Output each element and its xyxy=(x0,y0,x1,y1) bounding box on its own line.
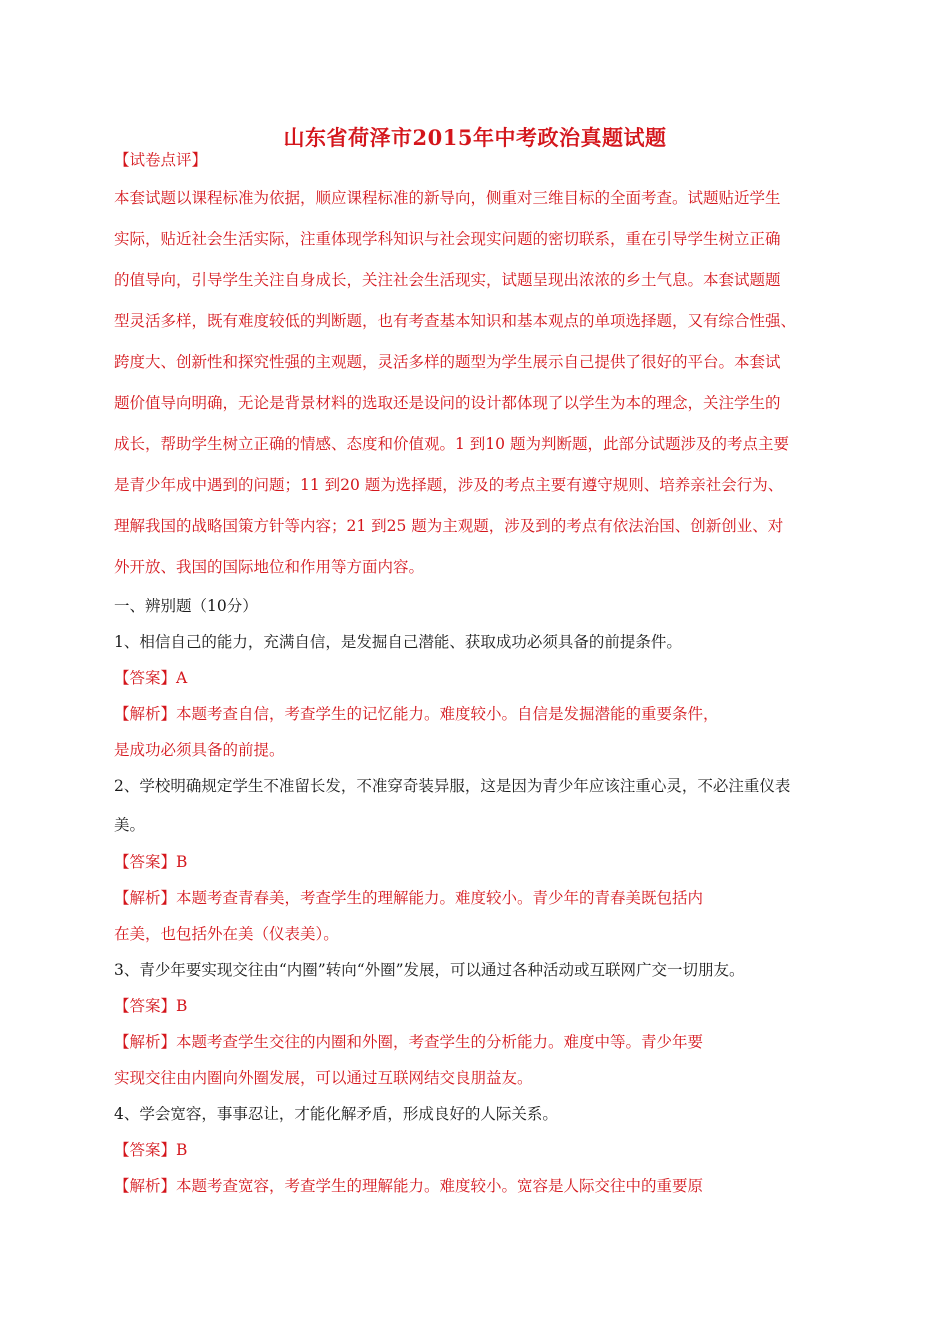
question-3: 3、青少年要实现交往由“内圈”转向“外圈”发展，可以通过各种活动或互联网广交一切朋友。 xyxy=(114,961,745,979)
question-2: 2、学校明确规定学生不准留长发，不准穿奇装异服，这是因为青少年应该注重心灵，不必注重仪表 xyxy=(114,777,791,795)
analysis-2: 【解析】本题考查青春美，考查学生的理解能力。难度较小。青少年的青春美既包括内 xyxy=(114,889,704,907)
review-line: 实际，贴近社会生活实际，注重体现学科知识与社会现实问题的密切联系，重在引导学生树立正确 xyxy=(114,230,781,248)
analysis-3-cont: 实现交往由内圈向外圈发展，可以通过互联网结交良朋益友。 xyxy=(114,1069,533,1087)
review-line: 型灵活多样，既有难度较低的判断题，也有考查基本知识和基本观点的单项选择题，又有综合性强、 xyxy=(114,312,797,330)
analysis-1: 【解析】本题考查自信，考查学生的记忆能力。难度较小。自信是发掘潜能的重要条件， xyxy=(114,705,719,723)
question-4: 4、学会宽容，事事忍让，才能化解矛盾，形成良好的人际关系。 xyxy=(114,1105,558,1123)
review-line: 题价值导向明确，无论是背景材料的选取还是设问的设计都体现了以学生为本的理念，关注学生的 xyxy=(114,394,781,412)
question-2-cont: 美。 xyxy=(114,816,146,834)
review-line: 是青少年成中遇到的问题；11 到20 题为选择题，涉及的考点主要有遵守规则、培养亲社会行为、 xyxy=(114,476,784,494)
review-heading: 【试卷点评】 xyxy=(114,151,208,169)
analysis-2-cont: 在美，也包括外在美（仪表美）。 xyxy=(114,925,339,943)
review-line: 理解我国的战略国策方针等内容；21 到25 题为主观题，涉及到的考点有依法治国、创新创业、对 xyxy=(114,517,784,535)
review-line: 本套试题以课程标准为依据，顺应课程标准的新导向，侧重对三维目标的全面考查。试题贴近学生 xyxy=(114,189,781,207)
analysis-4: 【解析】本题考查宽容，考查学生的理解能力。难度较小。宽容是人际交往中的重要原 xyxy=(114,1177,704,1195)
page-title: 山东省荷泽市2015年中考政治真题试题 xyxy=(283,125,667,150)
answer-3: 【答案】B xyxy=(114,997,188,1015)
analysis-3: 【解析】本题考查学生交往的内圈和外圈，考查学生的分析能力。难度中等。青少年要 xyxy=(114,1033,704,1051)
review-line: 跨度大、创新性和探究性强的主观题，灵活多样的题型为学生展示自己提供了很好的平台。本套试 xyxy=(114,353,781,371)
question-1: 1、相信自己的能力，充满自信，是发掘自己潜能、获取成功必须具备的前提条件。 xyxy=(114,633,682,651)
answer-4: 【答案】B xyxy=(114,1141,188,1159)
review-line: 外开放、我国的国际地位和作用等方面内容。 xyxy=(114,558,425,576)
answer-1: 【答案】A xyxy=(114,669,188,687)
section-heading: 一、辨别题（10分） xyxy=(114,597,258,615)
answer-2: 【答案】B xyxy=(114,853,188,871)
review-line: 的值导向，引导学生关注自身成长，关注社会生活现实，试题呈现出浓浓的乡土气息。本套试题题 xyxy=(114,271,781,289)
review-line: 成长，帮助学生树立正确的情感、态度和价值观。1 到10 题为判断题，此部分试题涉及的考点主要 xyxy=(114,435,789,453)
analysis-1-cont: 是成功必须具备的前提。 xyxy=(114,741,285,759)
